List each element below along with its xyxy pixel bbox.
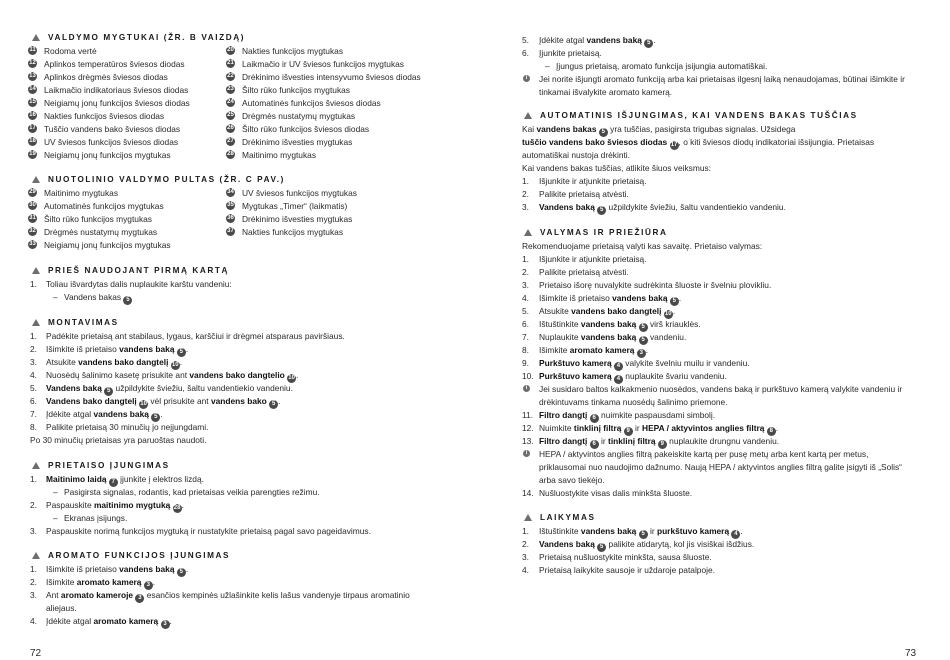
info-icon: i — [523, 450, 530, 457]
triangle-icon — [32, 267, 40, 274]
part-number-badge: 25 — [227, 112, 234, 118]
part-number-badge: 3 — [135, 594, 144, 603]
part-number-badge: 30 — [29, 202, 36, 208]
part-number-badge: 11 — [29, 47, 36, 53]
legend-label: Automatinės funkcijos mygtukas — [44, 201, 164, 211]
part-number-badge: 9 — [624, 427, 633, 436]
part-number-badge: 5 — [644, 39, 653, 48]
part-number-badge: 26 — [227, 125, 234, 131]
legend-label: Neigiamų jonų funkcijos mygtukas — [44, 150, 171, 160]
part-number-badge: 15 — [29, 99, 36, 105]
part-number-badge: 4 — [614, 362, 623, 371]
legend-label: Neigiamų jonų funkcijos mygtukas — [44, 240, 171, 250]
part-number-badge: 21 — [227, 60, 234, 66]
legend-label: Nakties funkcijos mygtukas — [242, 46, 344, 56]
triangle-icon — [32, 319, 40, 326]
part-number-badge: 10 — [664, 311, 672, 317]
part-number-badge: 27 — [227, 138, 234, 144]
part-number-badge: 5 — [269, 400, 278, 409]
part-number-badge: 20 — [227, 47, 234, 53]
part-number-badge: 6 — [590, 414, 599, 423]
legend-label: Nakties funkcijos mygtukas — [242, 227, 344, 237]
part-number-badge: 3 — [637, 349, 646, 358]
part-number-badge: 12 — [29, 60, 36, 66]
triangle-icon — [524, 112, 532, 119]
triangle-icon — [524, 514, 532, 521]
part-number-badge: 5 — [123, 296, 132, 305]
part-number-badge: 5 — [151, 413, 160, 422]
part-number-badge: 19 — [29, 151, 36, 157]
part-number-badge: 10 — [171, 362, 179, 368]
legend-label: Šilto rūko funkcijos šviesos diodas — [242, 124, 370, 134]
part-number-badge: 35 — [227, 202, 234, 208]
legend-label: Automatinės funkcijos šviesos diodas — [242, 98, 381, 108]
part-number-badge: 4 — [614, 375, 623, 384]
part-number-badge: 14 — [29, 86, 36, 92]
part-number-badge: 31 — [29, 215, 36, 221]
part-number-badge: 36 — [227, 215, 234, 221]
info-icon: i — [523, 385, 530, 392]
legend-label: UV šviesos funkcijos šviesos diodas — [44, 137, 179, 147]
part-number-badge: 3 — [161, 620, 170, 629]
legend-label: Drėkinimo išvesties mygtukas — [242, 214, 353, 224]
legend-label: Drėgmės nustatymų mygtukas — [44, 227, 158, 237]
legend-label: Tuščio vandens bako šviesos diodas — [44, 124, 181, 134]
part-number-badge: 5 — [639, 336, 648, 345]
part-number-badge: 3 — [144, 581, 153, 590]
part-number-badge: 28 — [173, 505, 181, 511]
part-number-badge: 4 — [731, 530, 740, 539]
part-number-badge: 16 — [29, 112, 36, 118]
legend-label: Rodoma vertė — [44, 46, 97, 56]
part-number-badge: 5 — [670, 297, 679, 306]
part-number-badge: 5 — [177, 568, 186, 577]
part-number-badge: 5 — [599, 128, 608, 137]
part-number-badge: 28 — [227, 151, 234, 157]
part-number-badge: 29 — [29, 189, 36, 195]
part-number-badge: 5 — [597, 543, 606, 552]
part-number-badge: 37 — [227, 228, 234, 234]
left-page: VALDYMO MYGTUKAI (ŽR. B VAIZDĄ) 11 Rodoma vertė 12 Aplinkos temperatūros šviesos diodas 13 Aplinkos drėgmės šviesos diodas 14 Laikmačio indikatoriaus šviesos diodas 15 Neigiamų jonų funkcijos šviesos diodas 16 Nakties funkcijos šviesos diodas 17 Tuščio vandens bako šviesos diodas 18 UV šviesos funkcijos šviesos diodas 19 Neigiamų jonų funkcijos mygtukas 20 Nakties funkcijos mygtukas 21 Laikmačio ir UV šviesos funkcijos mygtukas 22 Drėkinimo išvesties intensyvumo šviesos diodas 23 Šilto rūko funkcijos mygtukas 24 Automatinės funkcijos šviesos diodas 25 Drėgmės nustatymų mygtukas 26 Šilto rūko funkcijos šviesos diodas 27 Drėkinimo išvesties mygtukas 28 Maitinimo mygtukas NUOTOLINIO VALDYMO PULTAS (ŽR. C PAV.) 29 Maitinimo mygtukas 30 Automatinės funkcijos mygtukas 31 Šilto rūko funkcijos mygtukas 32 Drėgmės nustatymų mygtukas 33 Neigiamų jonų funkcijos mygtukas 34 UV šviesos funkcijos mygtukas 35 Mygtukas „Timer“ (laikmatis) 36 Drėkinimo išvesties mygtukas 37 Nakties funkcijos mygtukas PRIEŠ NAUDOJANT PIRMĄ KARTĄ 1. Toliau išvardytas dalis nuplaukite karštu vandeniu: – Vandens bakas 5 MONTAVIMAS 1. Padėkite prietaisą ant stabilaus, lygaus, karščiui ir drėgmei atsparaus paviršiaus. 2. Išimkite iš prietaiso vandens baką 5 . 3. Atsukite vandens bako dangtelį 10. 4. Nuosėdų šalinimo kasetę prisukite ant vandens bako dangtelio 10. 5. Vandens baką 5 užpildykite šviežiu, šaltu vandentiekio vandeniu. 6. Vandens bako dangtelį 10 vėl prisukite ant vandens bako 5 . 7. Įdėkite atgal vandens baką 5 . 8. Palikite prietaisą 30 minučių jo neįjungdami. Po 30 minučių prietaisas yra paruoštas naudoti. PRIETAISO ĮJUNGIMAS 1. Maitinimo laidą 7 įjunkite į elektros lizdą. – Pasigirsta signalas, rodantis, kad prietaisas veikia parengties režimu. 2. Paspauskite maitinimo mygtuką 28. – Ekranas įsijungs. 3. Paspauskite norimą funkcijos mygtuką ir nustatykite prietaisą pagal savo pageidavimus. AROMATO FUNKCIJOS ĮJUNGIMAS 1. Išimkite iš prietaiso vandens baką 5 . 2. Išimkite aromato kamerą 3 . 3. Ant aromato kameroje 3 esančios kempinės užlašinkite kelis lašus vandenyje tirpaus aromatinio aliejaus. 4. Įdėkite atgal aromato kamerą 3 . 72 — [29, 33, 421, 659]
triangle-icon — [524, 229, 532, 236]
info-icon: i — [523, 75, 530, 82]
part-number-badge: 24 — [227, 99, 234, 105]
part-number-badge: 5 — [177, 348, 186, 357]
legend-label: Laikmačio ir UV šviesos funkcijos mygtukas — [242, 59, 404, 69]
page-number: 73 — [905, 648, 917, 659]
legend-label: Maitinimo mygtukas — [44, 188, 119, 198]
part-number-badge: 13 — [29, 73, 36, 79]
legend-label: Aplinkos drėgmės šviesos diodas — [44, 72, 168, 82]
part-number-badge: 5 — [639, 323, 648, 332]
legend-label: Šilto rūko funkcijos mygtukas — [44, 214, 152, 224]
triangle-icon — [32, 34, 40, 41]
triangle-icon — [32, 552, 40, 559]
part-number-badge: 10 — [140, 401, 147, 407]
legend-label: Neigiamų jonų funkcijos šviesos diodas — [44, 98, 190, 108]
part-number-badge: 22 — [227, 73, 234, 79]
part-number-badge: 17 — [29, 125, 36, 131]
page-number: 72 — [30, 648, 42, 659]
part-number-badge: 8 — [767, 427, 776, 436]
part-number-badge: 34 — [227, 189, 234, 195]
part-number-badge: 33 — [29, 241, 36, 247]
part-number-badge: 10 — [288, 375, 295, 381]
part-number-badge: 18 — [29, 138, 36, 144]
legend-label: Drėgmės nustatymų mygtukas — [242, 111, 356, 121]
part-number-badge: 7 — [109, 478, 118, 487]
legend-label: Drėkinimo išvesties mygtukas — [242, 137, 353, 147]
legend-label: Laikmačio indikatoriaus šviesos diodas — [44, 85, 189, 95]
legend-label: Mygtukas „Timer“ (laikmatis) — [242, 201, 348, 211]
legend-label: Aplinkos temperatūros šviesos diodas — [44, 59, 185, 69]
part-number-badge: 17 — [670, 142, 678, 148]
legend-label: UV šviesos funkcijos mygtukas — [242, 188, 357, 198]
triangle-icon — [32, 176, 40, 183]
part-number-badge: 5 — [104, 387, 113, 396]
right-page: 5. Įdėkite atgal vandens baką 5 . 6. Įjunkite prietaisą. – Įjungus prietaisą, aromato funkcija įsijungia automatiškai. i Jei norite išjungti aromato funkciją arba kai prietaisas ilgesnį laiką nenaudojamas, būtinai išimkite ir tinkamai išvalykite aromato kamerą. AUTOMATINIS IŠJUNGIMAS, KAI VANDENS BAKAS TUŠČIAS Kai vandens bakas 5 yra tuščias, pasigirsta trigubas signalas. Užsidega tuščio vandens bako šviesos diodas 17, o kiti šviesos diodų indikatoriai išsijungia. Prietaisas automatiškai nustoja drėkinti. Kai vandens bakas tuščias, atlikite šiuos veiksmus: 1. Išjunkite ir atjunkite prietaisą. 2. Palikite prietaisą atvėsti. 3. Vandens baką 5 užpildykite šviežiu, šaltu vandentiekio vandeniu. VALYMAS IR PRIEŽIŪRA Rekomenduojame prietaisą valyti kas savaitę. Prietaiso valymas: 1. Išjunkite ir atjunkite prietaisą. 2. Palikite prietaisą atvėsti. 3. Prietaiso išorę nuvalykite sudrėkinta šluoste ir švelniu plovikliu. 4. Išimkite iš prietaiso vandens baką 5 . 5. Atsukite vandens bako dangtelį 10. 6. Ištuštinkite vandens baką 5 virš kriauklės. 7. Nuplaukite vandens baką 5 vandeniu. 8. Išimkite aromato kamerą 3 . 9. Purkštuvo kamerą 4 valykite švelniu muilu ir vandeniu. 10. Purkštuvo kamerą 4 nuplaukite švariu vandeniu. i Jei susidaro baltos kalkakmenio nuosėdos, vandens baką ir purkštuvo kamerą valykite vandeniu ir drėkintuvams tinkama nuosėdų šalinimo priemone. 11. Filtro dangtį 6 nuimkite paspausdami simbolį. 12. Nuimkite tinklinį filtrą 9 ir HEPA / aktyvintos anglies filtrą 8 . 13. Filtro dangtį 6 ir tinklinį filtrą 9 nuplaukite drungnu vandeniu. i HEPA / aktyvintos anglies filtrą pakeiskite kartą per pusę metų arba kent kartą per metus, priklausomai nuo naudojimo dažnumo. Naują HEPA / aktyvintos anglies filtrą galite įsigyti iš „Solis“ arba savo tiekėjo. 14. Nušluostykite visas dalis minkšta šluoste. LAIKYMAS 1. Ištuštinkite vandens baką 5 ir purkštuvo kamerą 4 . 2. Vandens baką 5 palikite atidarytą, kol jis visiškai išdžius. 3. Prietaisą nušluostykite minkšta, sausa šluoste. 4. Prietaisą laikykite sausoje ir uždaroje patalpoje. 73 — [522, 35, 917, 659]
part-number-badge: 6 — [590, 440, 599, 449]
part-number-badge: 9 — [658, 440, 667, 449]
legend-label: Maitinimo mygtukas — [242, 150, 317, 160]
legend-label: Drėkinimo išvesties intensyvumo šviesos diodas — [242, 72, 421, 82]
part-number-badge: 32 — [29, 228, 36, 234]
legend-label: Nakties funkcijos šviesos diodas — [44, 111, 165, 121]
part-number-badge: 23 — [227, 86, 234, 92]
part-number-badge: 5 — [597, 206, 606, 215]
triangle-icon — [32, 462, 40, 469]
legend-label: Šilto rūko funkcijos mygtukas — [242, 85, 350, 95]
part-number-badge: 5 — [639, 530, 648, 539]
